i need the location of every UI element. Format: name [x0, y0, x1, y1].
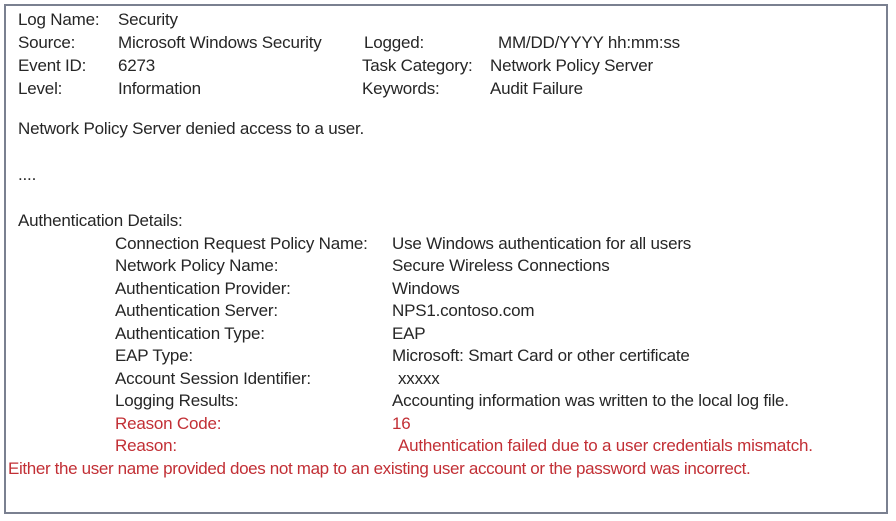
detail-label: Network Policy Name:	[115, 256, 279, 275]
detail-value: NPS1.contoso.com	[392, 301, 535, 320]
ellipsis-line	[6, 165, 886, 187]
detail-label: Authentication Provider:	[115, 279, 291, 298]
detail-value: Windows	[392, 279, 460, 298]
detail-row-logging-results	[6, 391, 886, 413]
field-value: MM/DD/YYYY hh:mm:ss	[498, 33, 680, 52]
detail-value: Use Windows authentication for all users	[392, 234, 692, 253]
field-value: Microsoft Windows Security	[118, 33, 322, 52]
detail-value: Authentication failed due to a user credentials mismatch.	[398, 436, 813, 455]
field-value: Security	[118, 10, 178, 29]
detail-label: Reason:	[115, 436, 177, 455]
detail-row-authentication-server	[6, 301, 886, 323]
detail-value: Secure Wireless Connections	[392, 256, 610, 275]
field-label: Level:	[18, 79, 63, 98]
detail-row-authentication-provider	[6, 279, 886, 301]
field-label: Event ID:	[18, 56, 87, 75]
field-label: Source:	[18, 33, 76, 52]
detail-label: Connection Request Policy Name:	[115, 234, 368, 253]
detail-label: Account Session Identifier:	[115, 369, 311, 388]
field-label: Task Category:	[362, 56, 473, 75]
ellipsis-text: ....	[18, 165, 37, 184]
field-value: Network Policy Server	[490, 56, 654, 75]
event-message	[6, 119, 886, 141]
field-value: Audit Failure	[490, 79, 583, 98]
detail-row-reason	[6, 436, 886, 458]
detail-row-account-session-identifier	[6, 369, 886, 391]
detail-row-network-policy-name	[6, 256, 886, 278]
field-label: Logged:	[364, 33, 425, 52]
reason-footer-note	[6, 459, 886, 481]
detail-value: 16	[392, 414, 411, 433]
header-row-log-name	[6, 10, 886, 32]
event-log-panel	[4, 4, 888, 514]
detail-value: xxxxx	[398, 369, 440, 388]
detail-row-reason-code	[6, 414, 886, 436]
auth-details-heading	[6, 211, 886, 233]
detail-value: Accounting information was written to the local log file.	[392, 391, 789, 410]
detail-row-authentication-type	[6, 324, 886, 346]
header-row-source	[6, 33, 886, 55]
field-value: 6273	[118, 56, 156, 75]
field-value: Information	[118, 79, 201, 98]
auth-details-heading-text: Authentication Details:	[18, 211, 183, 230]
detail-label: Logging Results:	[115, 391, 239, 410]
reason-footer-note-text: Either the user name provided does not map to an existing user account or the password was incorrect.	[8, 459, 751, 478]
detail-value: EAP	[392, 324, 426, 343]
header-row-level	[6, 79, 886, 101]
detail-label: Authentication Type:	[115, 324, 265, 343]
event-message-text: Network Policy Server denied access to a user.	[18, 119, 365, 138]
detail-row-connection-request-policy	[6, 234, 886, 256]
detail-row-eap-type	[6, 346, 886, 368]
detail-label: Reason Code:	[115, 414, 222, 433]
field-label: Keywords:	[362, 79, 440, 98]
detail-label: EAP Type:	[115, 346, 193, 365]
field-label: Log Name:	[18, 10, 100, 29]
detail-value: Microsoft: Smart Card or other certificate	[392, 346, 690, 365]
detail-label: Authentication Server:	[115, 301, 278, 320]
header-row-event-id	[6, 56, 886, 78]
